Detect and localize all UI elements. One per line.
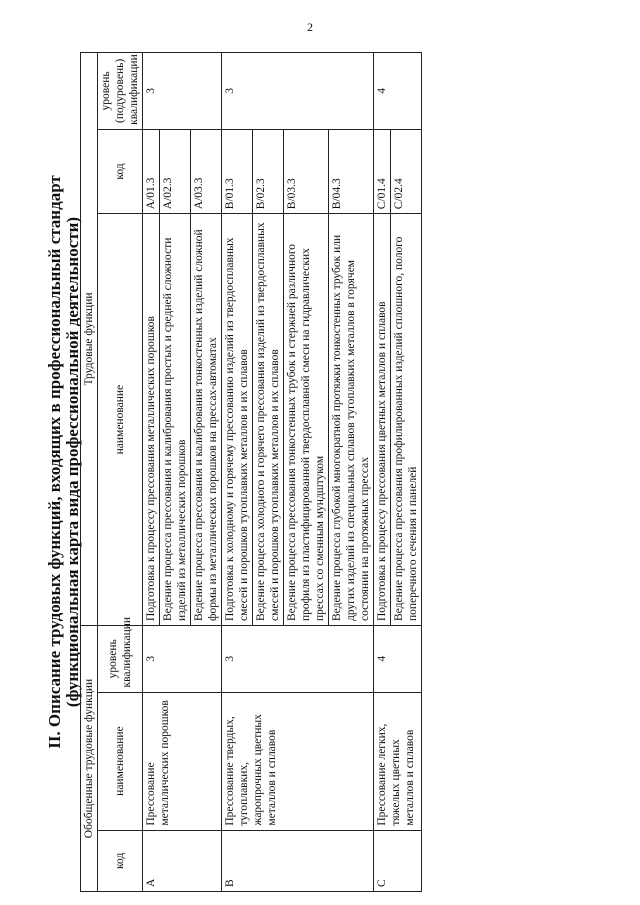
function-name: Ведение процесса прессования и калибрования простых и средней сложности изделий из металлических порошков	[160, 214, 191, 626]
function-name: Подготовка к процессу прессования цветных металлов и сплавов	[374, 214, 391, 626]
group-code: А	[143, 830, 222, 891]
group-level: 4	[374, 626, 422, 693]
section-title-line2: (функциональная карта вида профессиональной деятельности)	[63, 216, 82, 708]
function-level: 3	[143, 53, 222, 130]
header-generalized-functions: Обобщенные трудовые функции	[81, 626, 98, 892]
function-level: 3	[222, 53, 374, 130]
functional-map-table	[80, 52, 422, 892]
function-code: B/02.3	[253, 129, 284, 213]
function-code: A/03.3	[191, 129, 222, 213]
function-code: A/01.3	[143, 129, 160, 213]
group-code: В	[222, 830, 374, 891]
table-row	[143, 53, 160, 892]
section-title	[46, 22, 82, 902]
function-name: Ведение процесса прессования тонкостенных трубок и стержней различного профиля из пластифицированной твердосплавной смеси на гидравлических прессах со сменным мундштуком	[284, 214, 329, 626]
header-function-code: код	[98, 129, 143, 213]
function-code: B/01.3	[222, 129, 253, 213]
group-name: Прессование легких, тяжелых цветных металлов и сплавов	[374, 692, 422, 830]
function-name: Ведение процесса прессования профилированных изделий сплошного, полого поперечного сечения и панелей	[391, 214, 422, 626]
function-code: B/03.3	[284, 129, 329, 213]
header-name: наименование	[98, 692, 143, 830]
table-row	[222, 53, 253, 892]
page-number: 2	[307, 20, 313, 34]
function-name: Подготовка к холодному и горячему прессованию изделий из твердосплавных смесей и порошков тугоплавких металлов и их сплавов	[222, 214, 253, 626]
header-group-row	[81, 53, 98, 892]
group-level: 3	[143, 626, 222, 693]
group-level: 3	[222, 626, 374, 693]
function-name: Подготовка к процессу прессования металлических порошков	[143, 214, 160, 626]
function-name: Ведение процесса глубокой многократной протяжки тонкостенных трубок или других изделий из специальных сплавов тугоплавких металлов в горячем состоянии на протяжных прессах	[329, 214, 374, 626]
rotated-page-content	[40, 22, 640, 902]
section-title-line1: II. Описание трудовых функций, входящих в профессиональный стандарт	[45, 175, 64, 749]
header-code: код	[98, 830, 143, 891]
group-code: С	[374, 830, 422, 891]
function-level: 4	[374, 53, 422, 130]
function-name: Ведение процесса холодного и горячего прессования изделий из твердосплавных смесей и порошков тугоплавких металлов и их сплавов	[253, 214, 284, 626]
header-level: уровень квалификации	[98, 626, 143, 693]
function-name: Ведение процесса прессования и калибрования тонкостенных изделий сложной формы из металлических порошков на прессах-автоматах	[191, 214, 222, 626]
header-labor-functions: Трудовые функции	[81, 53, 98, 626]
header-function-level: уровень (подуровень) квалификации	[98, 53, 143, 130]
function-code: B/04.3	[329, 129, 374, 213]
table-row	[374, 53, 391, 892]
function-code: C/02.4	[391, 129, 422, 213]
group-name: Прессование металлических порошков	[143, 692, 222, 830]
group-name: Прессование твердых, тугоплавких, жаропрочных цветных металлов и сплавов	[222, 692, 374, 830]
function-code: C/01.4	[374, 129, 391, 213]
header-function-name: наименование	[98, 214, 143, 626]
function-code: A/02.3	[160, 129, 191, 213]
header-columns-row	[98, 53, 143, 892]
